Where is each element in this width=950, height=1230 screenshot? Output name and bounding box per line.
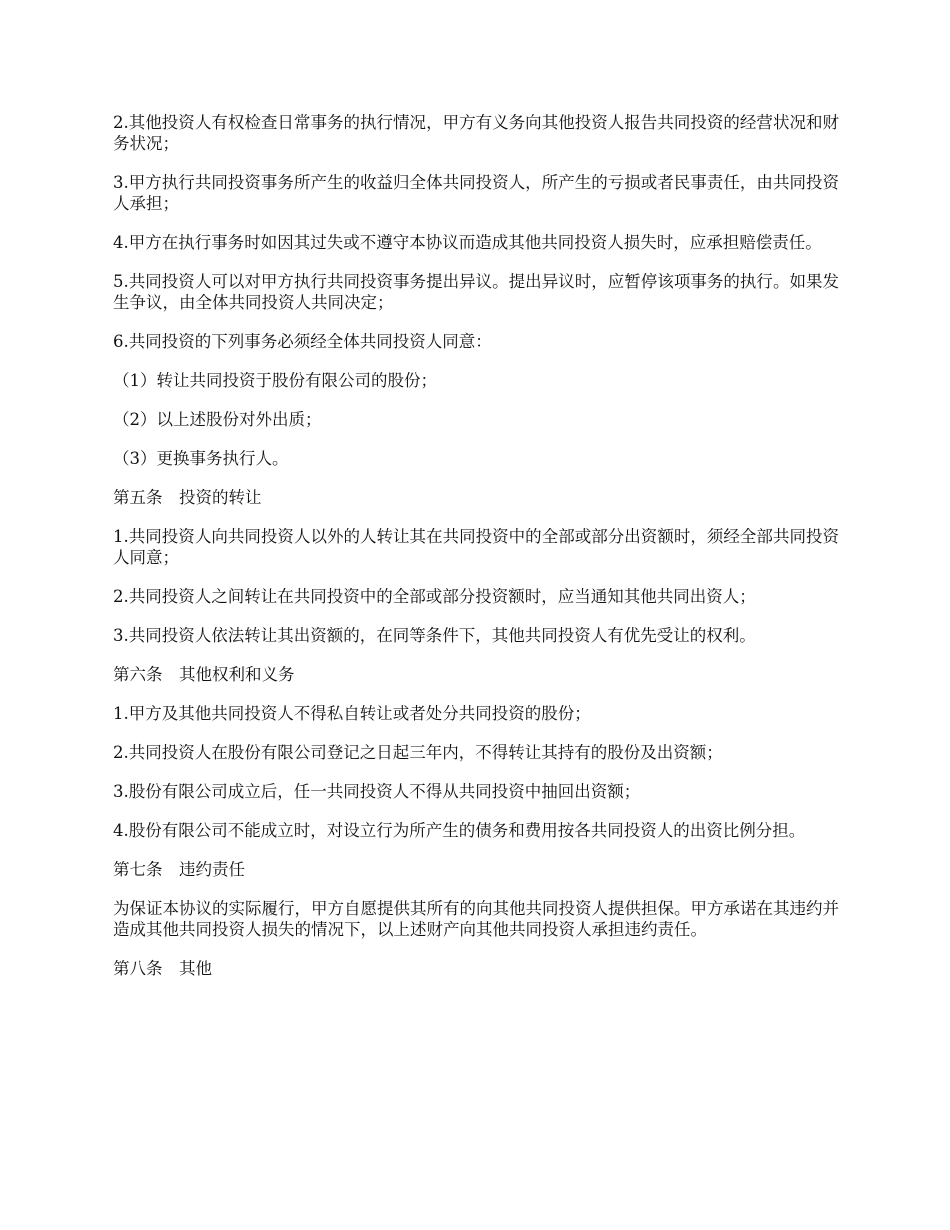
clause-paragraph: 2.其他投资人有权检查日常事务的执行情况，甲方有义务向其他投资人报告共同投资的经营状况和财务状况； [113, 113, 839, 153]
clause-paragraph: 2.共同投资人之间转让在共同投资中的全部或部分投资额时，应当通知其他共同出资人； [113, 587, 756, 606]
clause-paragraph: 4.甲方在执行事务时如因其过失或不遵守本协议而造成其他共同投资人损失时，应承担赔偿责任。 [113, 233, 822, 252]
article-heading: 第八条 其他 [113, 959, 212, 978]
article-heading: 第五条 投资的转让 [113, 488, 262, 507]
clause-paragraph: 1.甲方及其他共同投资人不得私自转让或者处分共同投资的股份； [113, 704, 591, 723]
clause-paragraph: 2.共同投资人在股份有限公司登记之日起三年内，不得转让其持有的股份及出资额； [113, 743, 723, 762]
clause-paragraph: 4.股份有限公司不能成立时，对设立行为所产生的债务和费用按各共同投资人的出资比例分担。 [113, 821, 806, 840]
clause-paragraph: 5.共同投资人可以对甲方执行共同投资事务提出异议。提出异议时，应暂停该项事务的执行。如果发生争议，由全体共同投资人共同决定； [113, 272, 839, 312]
clause-paragraph: 3.股份有限公司成立后，任一共同投资人不得从共同投资中抽回出资额； [113, 782, 641, 801]
article-heading: 第六条 其他权利和义务 [113, 665, 295, 684]
sub-item: （2）以上述股份对外出质； [113, 410, 322, 429]
sub-item: （3）更换事务执行人。 [113, 449, 289, 468]
clause-paragraph: 1.共同投资人向共同投资人以外的人转让其在共同投资中的全部或部分出资额时，须经全部共同投资人同意； [113, 527, 839, 567]
document-page [113, 112, 839, 997]
clause-paragraph: 3.共同投资人依法转让其出资额的，在同等条件下，其他共同投资人有优先受让的权利。 [113, 626, 756, 645]
clause-paragraph: 6.共同投资的下列事务必须经全体共同投资人同意： [113, 332, 492, 351]
article-heading: 第七条 违约责任 [113, 860, 245, 879]
clause-paragraph: 3.甲方执行共同投资事务所产生的收益归全体共同投资人，所产生的亏损或者民事责任，由共同投资人承担； [113, 173, 839, 213]
sub-item: （1）转让共同投资于股份有限公司的股份； [113, 371, 437, 390]
clause-paragraph: 为保证本协议的实际履行，甲方自愿提供其所有的向其他共同投资人提供担保。甲方承诺在其违约并造成其他共同投资人损失的情况下，以上述财产向其他共同投资人承担违约责任。 [113, 899, 839, 939]
